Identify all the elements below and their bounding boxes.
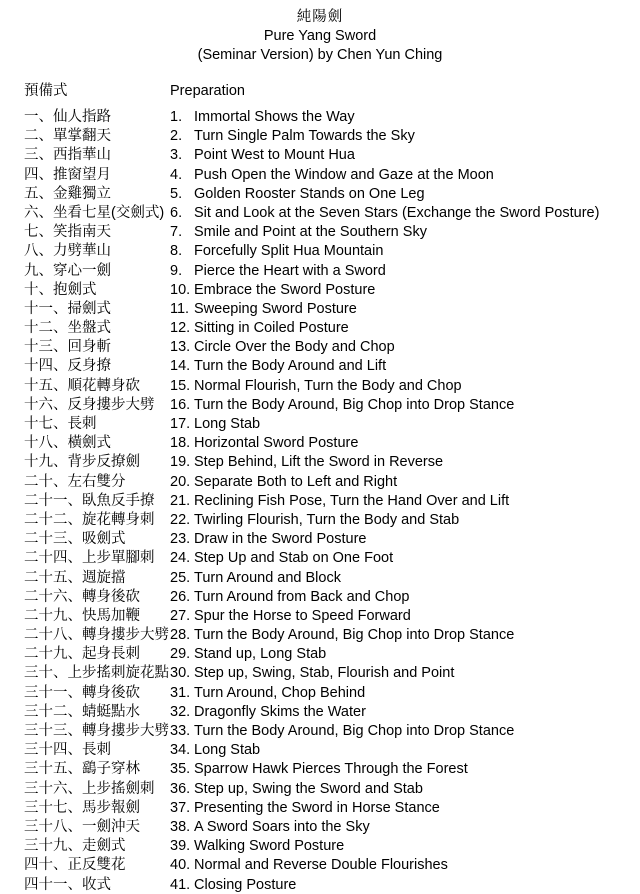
movement-name-english: Circle Over the Body and Chop — [194, 339, 395, 356]
movement-row — [0, 585, 640, 604]
movement-name-chinese: 八、力劈華山 — [24, 243, 111, 260]
movement-entry-english — [170, 589, 640, 605]
movement-entry-english — [170, 531, 640, 547]
movement-row — [0, 124, 640, 143]
movement-name-english: Walking Sword Posture — [194, 838, 345, 855]
movement-row — [0, 873, 640, 892]
movement-name-english: Immortal Shows the Way — [194, 109, 355, 125]
movement-name-chinese: 二十八、轉身摟步大劈 — [24, 627, 169, 644]
movement-entry-english — [170, 781, 640, 797]
movement-name-chinese: 三十九、走劍式 — [24, 838, 126, 855]
movement-number: 2. — [170, 128, 183, 145]
movement-row — [0, 815, 640, 834]
movement-row — [0, 239, 640, 258]
movement-row — [0, 527, 640, 546]
movement-name-english: Presenting the Sword in Horse Stance — [194, 799, 440, 816]
movement-number: 14. — [170, 358, 191, 375]
column-headings — [0, 79, 640, 105]
movement-name-english: Pierce the Heart with a Sword — [194, 262, 386, 279]
movement-entry-english — [170, 435, 640, 451]
movement-name-english: Twirling Flourish, Turn the Body and Stab — [194, 511, 460, 528]
movement-name-english: Turn the Body Around, Big Chop into Drop Stance — [194, 723, 515, 739]
movement-name-english: Spur the Horse to Speed Forward — [194, 607, 411, 624]
movement-number: 13. — [170, 339, 191, 356]
movement-entry-english — [170, 397, 640, 413]
movement-number: 26. — [170, 588, 191, 605]
movement-entry-english — [170, 263, 640, 279]
movement-row — [0, 489, 640, 508]
movement-number: 25. — [170, 569, 191, 586]
movement-row — [0, 297, 640, 316]
movement-entry-english — [170, 646, 640, 662]
movement-name-english: Turn Around, Chop Behind — [194, 684, 366, 701]
movement-number: 17. — [170, 416, 191, 432]
movement-name-chinese: 二十、左右雙分 — [24, 473, 126, 490]
movement-number: 27. — [170, 607, 191, 624]
movement-name-english: Forcefully Split Hua Mountain — [194, 243, 384, 260]
movement-entry-english — [170, 358, 640, 374]
movement-number: 1. — [170, 109, 183, 125]
movement-number: 8. — [170, 243, 183, 260]
movement-name-chinese: 十六、反身摟步大劈 — [24, 396, 155, 413]
movement-number: 29. — [170, 646, 191, 663]
movement-name-chinese: 十、抱劍式 — [24, 281, 97, 298]
movement-entry-english — [170, 282, 640, 298]
movement-name-english: Turn the Body Around, Big Chop into Drop Stance — [194, 396, 515, 413]
movement-entry-english — [170, 512, 640, 528]
movement-name-english: Reclining Fish Pose, Turn the Hand Over and Lift — [194, 492, 510, 509]
movement-row — [0, 604, 640, 623]
movement-name-chinese: 三十一、轉身後砍 — [24, 684, 140, 701]
movement-name-english: Horizontal Sword Posture — [194, 435, 359, 452]
movement-row — [0, 259, 640, 278]
movement-number: 33. — [170, 723, 191, 739]
movement-entry-english — [170, 186, 640, 202]
movement-row — [0, 220, 640, 239]
movement-number: 21. — [170, 492, 191, 509]
movement-name-english: A Sword Soars into the Sky — [194, 818, 370, 835]
movement-name-english: Normal Flourish, Turn the Body and Chop — [194, 377, 462, 394]
movement-number: 19. — [170, 454, 191, 471]
movement-name-chinese: 三十七、馬步報劍 — [24, 799, 140, 816]
movement-name-chinese: 二十二、旋花轉身刺 — [24, 511, 155, 528]
movement-name-english: Turn the Body Around and Lift — [194, 358, 387, 375]
movement-name-chinese: 二十五、週旋擋 — [24, 569, 126, 586]
movement-row — [0, 566, 640, 585]
movement-row — [0, 700, 640, 719]
movement-entry-english — [170, 339, 640, 355]
movement-entry-english — [170, 320, 640, 336]
movement-entry-english — [170, 550, 640, 566]
movement-name-chinese: 二、單掌翻天 — [24, 128, 111, 145]
movement-name-chinese: 四十一、收式 — [24, 876, 111, 893]
movement-number: 5. — [170, 185, 183, 202]
movement-row — [0, 182, 640, 201]
movement-name-chinese: 二十九、快馬加鞭 — [24, 607, 140, 624]
movement-entry-english — [170, 608, 640, 624]
movement-entry-english — [170, 761, 640, 777]
movement-name-chinese: 三、西指華山 — [24, 147, 111, 164]
movement-row — [0, 623, 640, 642]
movement-number: 6. — [170, 204, 183, 221]
movement-name-chinese: 十四、反身撩 — [24, 358, 111, 375]
movement-entry-english — [170, 723, 640, 739]
movement-entry-english — [170, 109, 640, 125]
movement-name-chinese: 七、笑指南天 — [24, 224, 111, 241]
movement-row — [0, 757, 640, 776]
movement-name-chinese: 十一、掃劍式 — [24, 300, 111, 317]
movement-name-chinese: 三十五、鷂子穿林 — [24, 761, 140, 778]
movement-name-english: Golden Rooster Stands on One Leg — [194, 185, 425, 202]
movement-number: 4. — [170, 166, 183, 183]
movement-entry-english — [170, 742, 640, 758]
movement-number: 40. — [170, 857, 191, 874]
movement-name-english: Turn Around from Back and Chop — [194, 588, 410, 605]
movement-number: 41. — [170, 876, 191, 893]
movement-name-english: Stand up, Long Stab — [194, 646, 327, 663]
movement-entry-english — [170, 800, 640, 816]
movement-row — [0, 642, 640, 661]
movement-number: 18. — [170, 435, 191, 452]
movement-name-english: Sweeping Sword Posture — [194, 300, 357, 317]
movement-number: 39. — [170, 838, 191, 855]
movement-entry-english — [170, 838, 640, 854]
movement-row — [0, 777, 640, 796]
movement-name-english: Sitting in Coiled Posture — [194, 320, 349, 337]
movement-number: 7. — [170, 224, 183, 241]
movement-name-english: Draw in the Sword Posture — [194, 531, 367, 548]
movement-name-chinese: 一、仙人指路 — [24, 109, 111, 125]
subtitle-english: (Seminar Version) by Chen Yun Ching — [197, 47, 443, 63]
movement-name-english: Sparrow Hawk Pierces Through the Forest — [194, 761, 468, 778]
movement-name-english: Sit and Look at the Seven Stars (Exchange the Sword Posture) — [194, 204, 600, 221]
movement-name-chinese: 十三、回身斬 — [24, 339, 111, 356]
movement-number: 31. — [170, 684, 191, 701]
movement-row — [0, 201, 640, 220]
movement-name-chinese: 三十、上步搖刺旋花點 — [24, 665, 169, 682]
movement-row — [0, 163, 640, 182]
movement-rows — [0, 105, 640, 892]
movement-name-english: Embrace the Sword Posture — [194, 281, 376, 298]
movement-name-english: Turn the Body Around, Big Chop into Drop Stance — [194, 627, 515, 644]
movement-row — [0, 354, 640, 373]
movement-entry-english — [170, 224, 640, 240]
movement-entry-english — [170, 128, 640, 144]
movement-name-english: Long Stab — [194, 742, 261, 759]
movement-number: 16. — [170, 396, 191, 413]
movement-number: 28. — [170, 627, 191, 644]
movement-number: 10. — [170, 281, 191, 298]
movement-name-english: Long Stab — [194, 416, 261, 432]
movement-number: 34. — [170, 742, 191, 759]
movement-number: 30. — [170, 665, 191, 682]
movement-entry-english — [170, 857, 640, 873]
document-header — [0, 0, 640, 65]
movement-number: 24. — [170, 550, 191, 567]
movement-row — [0, 508, 640, 527]
movement-entry-english — [170, 243, 640, 259]
movement-entry-english — [170, 301, 640, 317]
heading-english — [170, 83, 640, 99]
movement-row — [0, 431, 640, 450]
movement-row — [0, 661, 640, 680]
movement-entry-english — [170, 474, 640, 490]
movement-name-chinese: 二十九、起身長刺 — [24, 646, 140, 663]
movement-row — [0, 143, 640, 162]
movement-entry-english — [170, 147, 640, 163]
movement-row — [0, 278, 640, 297]
movement-name-chinese: 二十四、上步單腳刺 — [24, 550, 155, 567]
movement-name-english: Step up, Swing the Sword and Stab — [194, 780, 423, 797]
movement-entry-english — [170, 877, 640, 893]
movement-name-chinese: 十七、長刺 — [24, 416, 97, 432]
movement-number: 22. — [170, 511, 191, 528]
movement-row — [0, 546, 640, 565]
movement-name-chinese: 三十三、轉身摟步大劈 — [24, 723, 169, 739]
movement-entry-english — [170, 167, 640, 183]
movement-name-english: Push Open the Window and Gaze at the Moon — [194, 166, 494, 183]
movement-entry-english — [170, 454, 640, 470]
movement-name-chinese: 四、推窗望月 — [24, 166, 111, 183]
movement-entry-english — [170, 493, 640, 509]
movement-row — [0, 681, 640, 700]
movement-name-english: Step up, Swing, Stab, Flourish and Point — [194, 665, 455, 682]
movement-name-english: Step Up and Stab on One Foot — [194, 550, 394, 567]
movement-name-chinese: 二十一、臥魚反手撩 — [24, 492, 155, 509]
movement-row — [0, 335, 640, 354]
form-list — [0, 79, 640, 892]
movement-entry-english — [170, 205, 640, 221]
movement-entry-english — [170, 704, 640, 720]
movement-name-chinese: 三十六、上步搖劍刺 — [24, 780, 155, 797]
movement-name-chinese: 十二、坐盤式 — [24, 320, 111, 337]
title-english: Pure Yang Sword — [263, 28, 377, 44]
movement-number: 3. — [170, 147, 183, 164]
movement-name-english: Smile and Point at the Southern Sky — [194, 224, 427, 241]
movement-name-english: Dragonfly Skims the Water — [194, 703, 366, 720]
movement-entry-english — [170, 378, 640, 394]
movement-entry-english — [170, 416, 640, 432]
movement-name-chinese: 二十六、轉身後砍 — [24, 588, 140, 605]
movement-name-chinese: 六、坐看七星(交劍式) — [24, 204, 165, 221]
movement-number: 36. — [170, 780, 191, 797]
movement-name-english: Turn Single Palm Towards the Sky — [194, 128, 415, 145]
movement-row — [0, 834, 640, 853]
movement-row — [0, 412, 640, 431]
movement-row — [0, 450, 640, 469]
movement-row — [0, 316, 640, 335]
movement-row — [0, 105, 640, 124]
heading-english-label: Preparation — [170, 83, 245, 99]
movement-number: 11. — [170, 300, 190, 317]
movement-name-chinese: 九、穿心一劍 — [24, 262, 111, 279]
movement-number: 12. — [170, 320, 191, 337]
movement-row — [0, 738, 640, 757]
movement-entry-english — [170, 685, 640, 701]
movement-name-english: Point West to Mount Hua — [194, 147, 355, 164]
movement-name-english: Step Behind, Lift the Sword in Reverse — [194, 454, 444, 471]
movement-number: 9. — [170, 262, 183, 279]
movement-number: 15. — [170, 377, 191, 394]
movement-name-english: Turn Around and Block — [194, 569, 341, 586]
movement-entry-english — [170, 819, 640, 835]
movement-entry-english — [170, 665, 640, 681]
movement-row — [0, 374, 640, 393]
title-chinese: 純陽劍 — [296, 9, 344, 25]
movement-number: 38. — [170, 818, 191, 835]
movement-number: 37. — [170, 799, 191, 816]
heading-chinese: 預備式 — [24, 83, 68, 99]
movement-entry-english — [170, 627, 640, 643]
movement-name-chinese: 三十二、蜻蜓點水 — [24, 703, 140, 720]
movement-name-chinese: 五、金雞獨立 — [24, 185, 111, 202]
movement-row — [0, 853, 640, 872]
movement-name-chinese: 二十三、吸劍式 — [24, 531, 126, 548]
movement-row — [0, 470, 640, 489]
movement-name-english: Separate Both to Left and Right — [194, 473, 398, 490]
movement-row — [0, 719, 640, 738]
movement-entry-english — [170, 570, 640, 586]
movement-number: 23. — [170, 531, 191, 548]
movement-name-english: Normal and Reverse Double Flourishes — [194, 857, 448, 874]
movement-name-chinese: 四十、正反雙花 — [24, 857, 126, 874]
movement-name-chinese: 三十八、一劍沖天 — [24, 818, 140, 835]
movement-row — [0, 796, 640, 815]
movement-name-chinese: 十五、順花轉身砍 — [24, 377, 140, 394]
movement-number: 35. — [170, 761, 191, 778]
movement-number: 32. — [170, 703, 191, 720]
movement-name-chinese: 十八、橫劍式 — [24, 435, 111, 452]
movement-name-english: Closing Posture — [194, 876, 297, 893]
movement-row — [0, 393, 640, 412]
movement-name-chinese: 三十四、長刺 — [24, 742, 111, 759]
movement-name-chinese: 十九、背步反撩劍 — [24, 454, 140, 471]
movement-number: 20. — [170, 473, 191, 490]
